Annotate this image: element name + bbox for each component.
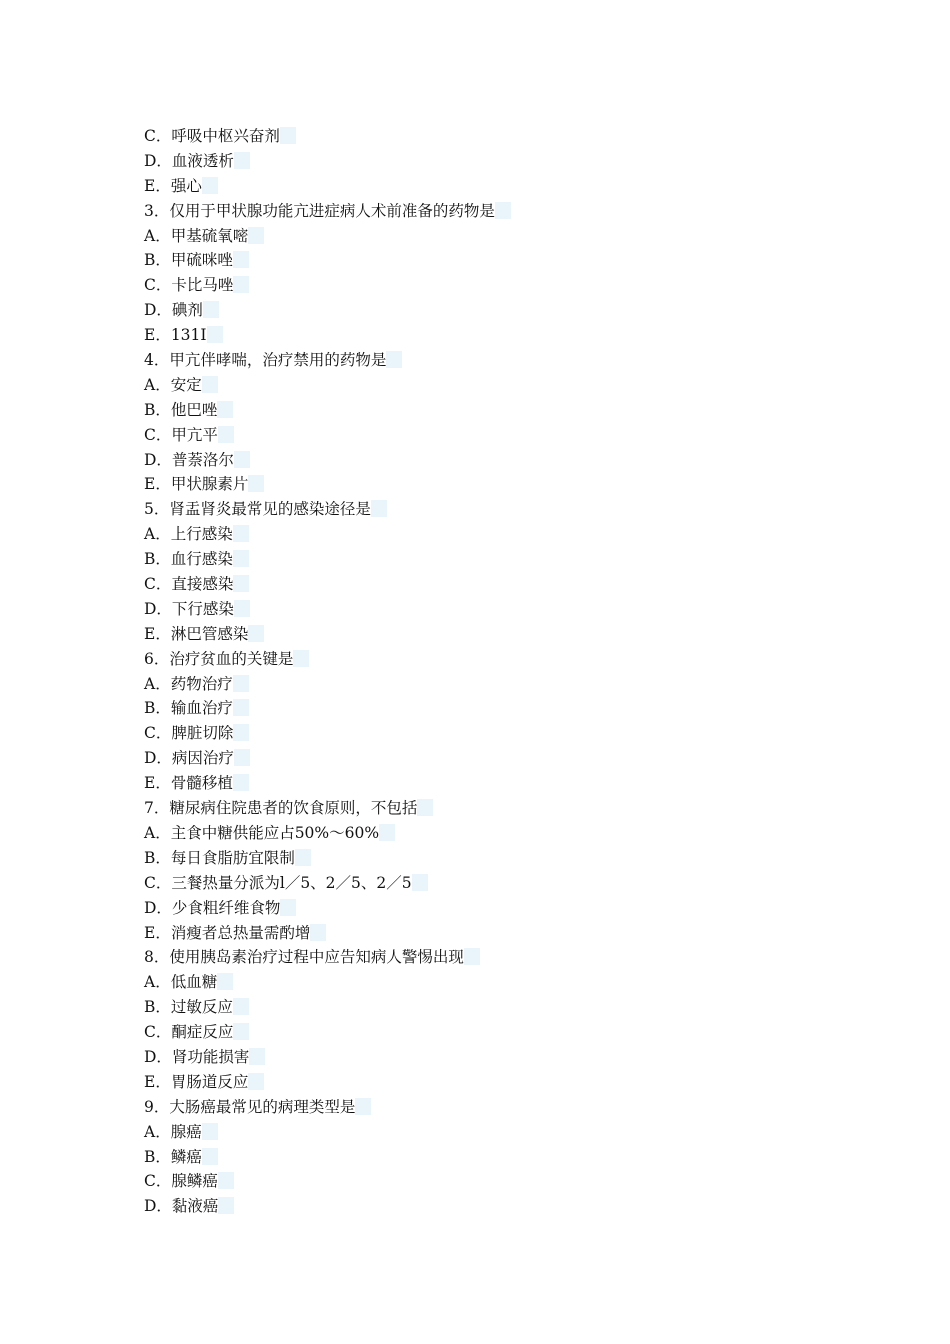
answer-option bbox=[144, 273, 764, 298]
option-text: A．安定 bbox=[144, 375, 202, 394]
text-highlight-marker bbox=[295, 849, 311, 866]
option-text: E．淋巴管感染 bbox=[144, 624, 249, 643]
answer-option bbox=[144, 846, 764, 871]
text-highlight-marker bbox=[202, 1148, 218, 1165]
text-highlight-marker bbox=[234, 152, 250, 169]
option-text: D．碘剂 bbox=[144, 301, 203, 320]
question-text: 3．仅用于甲状腺功能亢进症病人术前准备的药物是 bbox=[144, 201, 495, 220]
text-highlight-marker bbox=[233, 699, 249, 716]
text-highlight-marker bbox=[495, 202, 511, 219]
question-text: 6．治疗贫血的关键是 bbox=[144, 649, 294, 668]
answer-option bbox=[144, 746, 764, 771]
option-text: E．131I bbox=[144, 326, 207, 345]
text-highlight-marker bbox=[233, 251, 249, 268]
answer-option bbox=[144, 622, 764, 647]
answer-option bbox=[144, 547, 764, 572]
option-text: A．药物治疗 bbox=[144, 674, 233, 693]
text-highlight-marker bbox=[280, 899, 296, 916]
text-highlight-marker bbox=[379, 824, 395, 841]
text-highlight-marker bbox=[249, 1048, 265, 1065]
text-highlight-marker bbox=[248, 1073, 264, 1090]
text-highlight-marker bbox=[233, 525, 249, 542]
question-text: 5．肾盂肾炎最常见的感染途径是 bbox=[144, 500, 371, 519]
option-text: C．三餐热量分派为l／5、2／5、2／5 bbox=[144, 873, 412, 892]
answer-option bbox=[144, 771, 764, 796]
text-highlight-marker bbox=[386, 351, 402, 368]
question-stem bbox=[144, 647, 764, 672]
text-highlight-marker bbox=[417, 799, 433, 816]
answer-option bbox=[144, 871, 764, 896]
option-text: A．主食中糖供能应占50%～60% bbox=[144, 823, 380, 842]
answer-option bbox=[144, 298, 764, 323]
question-stem bbox=[144, 199, 764, 224]
option-text: B．鳞癌 bbox=[144, 1147, 202, 1166]
question-stem bbox=[144, 796, 764, 821]
option-text: C．腺鳞癌 bbox=[144, 1172, 218, 1191]
answer-option bbox=[144, 696, 764, 721]
option-text: E．消瘦者总热量需酌增 bbox=[144, 923, 311, 942]
text-highlight-marker bbox=[248, 475, 264, 492]
text-highlight-marker bbox=[203, 301, 219, 318]
answer-option bbox=[144, 1045, 764, 1070]
option-text: C．酮症反应 bbox=[144, 1023, 234, 1042]
option-text: B．血行感染 bbox=[144, 550, 233, 569]
text-highlight-marker bbox=[234, 749, 250, 766]
answer-option bbox=[144, 224, 764, 249]
text-highlight-marker bbox=[355, 1098, 371, 1115]
answer-option bbox=[144, 672, 764, 697]
text-highlight-marker bbox=[233, 550, 249, 567]
text-highlight-marker bbox=[202, 1123, 218, 1140]
text-highlight-marker bbox=[218, 426, 234, 443]
answer-option bbox=[144, 995, 764, 1020]
option-text: C．脾脏切除 bbox=[144, 724, 234, 743]
text-highlight-marker bbox=[218, 1197, 234, 1214]
answer-option bbox=[144, 423, 764, 448]
option-text: C．直接感染 bbox=[144, 575, 234, 594]
option-text: B．过敏反应 bbox=[144, 998, 233, 1017]
option-text: B．甲硫咪唑 bbox=[144, 251, 233, 270]
option-text: E．强心 bbox=[144, 176, 202, 195]
question-text: 4．甲亢伴哮喘，治疗禁用的药物是 bbox=[144, 351, 387, 370]
option-text: D．普萘洛尔 bbox=[144, 450, 234, 469]
answer-option bbox=[144, 970, 764, 995]
text-highlight-marker bbox=[248, 227, 264, 244]
option-text: C．卡比马唑 bbox=[144, 276, 234, 295]
question-stem bbox=[144, 945, 764, 970]
text-highlight-marker bbox=[233, 575, 249, 592]
text-highlight-marker bbox=[280, 127, 296, 144]
answer-option bbox=[144, 124, 764, 149]
answer-option bbox=[144, 1169, 764, 1194]
question-stem bbox=[144, 1095, 764, 1120]
question-text: 7．糖尿病住院患者的饮食原则，不包括 bbox=[144, 799, 418, 818]
option-text: A．低血糖 bbox=[144, 973, 218, 992]
answer-option bbox=[144, 597, 764, 622]
option-text: E．骨髓移植 bbox=[144, 774, 233, 793]
option-text: E．甲状腺素片 bbox=[144, 475, 249, 494]
option-text: A．甲基硫氧嘧 bbox=[144, 226, 249, 245]
text-highlight-marker bbox=[464, 948, 480, 965]
text-highlight-marker bbox=[371, 500, 387, 517]
text-highlight-marker bbox=[233, 724, 249, 741]
text-highlight-marker bbox=[217, 401, 233, 418]
answer-option bbox=[144, 821, 764, 846]
answer-option bbox=[144, 1020, 764, 1045]
option-text: D．血液透析 bbox=[144, 151, 234, 170]
text-highlight-marker bbox=[310, 924, 326, 941]
answer-option bbox=[144, 174, 764, 199]
text-highlight-marker bbox=[233, 1023, 249, 1040]
answer-option bbox=[144, 721, 764, 746]
answer-option bbox=[144, 921, 764, 946]
text-highlight-marker bbox=[207, 326, 223, 343]
option-text: C．甲亢平 bbox=[144, 425, 218, 444]
text-highlight-marker bbox=[234, 451, 250, 468]
question-text: 8．使用胰岛素治疗过程中应告知病人警惕出现 bbox=[144, 948, 464, 967]
text-highlight-marker bbox=[412, 874, 428, 891]
text-highlight-marker bbox=[233, 276, 249, 293]
option-text: B．每日食脂肪宜限制 bbox=[144, 848, 295, 867]
option-text: A．腺癌 bbox=[144, 1122, 202, 1141]
answer-option bbox=[144, 448, 764, 473]
answer-option bbox=[144, 323, 764, 348]
text-highlight-marker bbox=[233, 998, 249, 1015]
text-highlight-marker bbox=[217, 973, 233, 990]
option-text: C．呼吸中枢兴奋剂 bbox=[144, 127, 280, 145]
text-highlight-marker bbox=[218, 1172, 234, 1189]
text-highlight-marker bbox=[233, 774, 249, 791]
text-highlight-marker bbox=[202, 177, 218, 194]
option-text: B．他巴唑 bbox=[144, 400, 218, 419]
answer-option bbox=[144, 1070, 764, 1095]
answer-option bbox=[144, 522, 764, 547]
answer-option bbox=[144, 572, 764, 597]
question-stem bbox=[144, 348, 764, 373]
answer-option bbox=[144, 896, 764, 921]
option-text: E．胃肠道反应 bbox=[144, 1072, 249, 1091]
text-highlight-marker bbox=[233, 675, 249, 692]
answer-option bbox=[144, 1120, 764, 1145]
option-text: D．下行感染 bbox=[144, 599, 234, 618]
answer-option bbox=[144, 149, 764, 174]
question-stem bbox=[144, 497, 764, 522]
option-text: D．少食粗纤维食物 bbox=[144, 898, 281, 917]
answer-option bbox=[144, 398, 764, 423]
option-text: A．上行感染 bbox=[144, 525, 233, 544]
document-body bbox=[144, 124, 764, 1219]
text-highlight-marker bbox=[202, 376, 218, 393]
text-highlight-marker bbox=[234, 600, 250, 617]
question-text: 9．大肠癌最常见的病理类型是 bbox=[144, 1097, 356, 1116]
option-text: B．输血治疗 bbox=[144, 699, 233, 718]
option-text: D．肾功能损害 bbox=[144, 1047, 250, 1066]
text-highlight-marker bbox=[248, 625, 264, 642]
option-text: D．黏液癌 bbox=[144, 1197, 219, 1216]
answer-option bbox=[144, 248, 764, 273]
answer-option bbox=[144, 472, 764, 497]
text-highlight-marker bbox=[293, 650, 309, 667]
answer-option bbox=[144, 1194, 764, 1219]
answer-option bbox=[144, 373, 764, 398]
option-text: D．病因治疗 bbox=[144, 749, 234, 768]
answer-option bbox=[144, 1145, 764, 1170]
